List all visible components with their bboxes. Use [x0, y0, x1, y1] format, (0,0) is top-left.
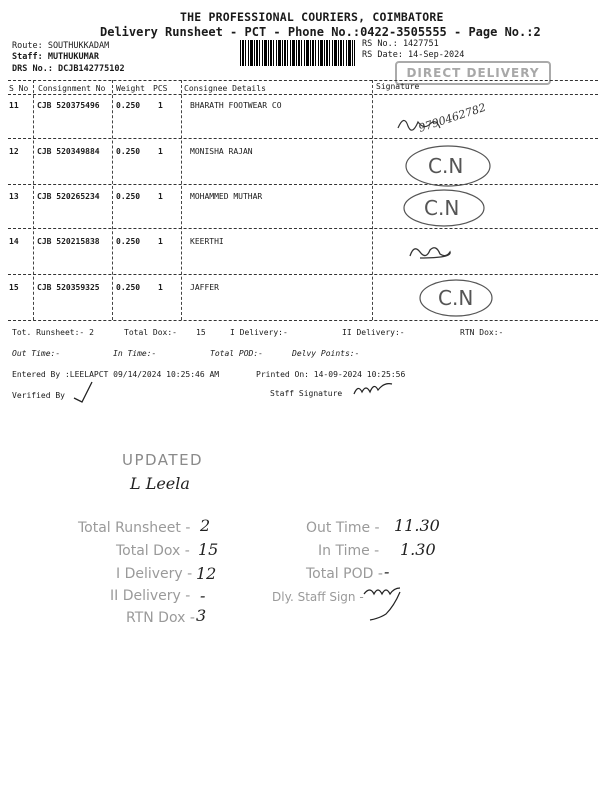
row-pcs: 1 [158, 283, 163, 292]
hw-staff-sign-label: Dly. Staff Sign - [272, 590, 364, 604]
rs-number: RS No.: 1427751 [362, 39, 439, 49]
hw-rtn-dox-label: RTN Dox - [126, 610, 195, 626]
barcode [240, 40, 355, 66]
staff-signature: Staff Signature [270, 389, 343, 398]
row-weight: 0.250 [116, 101, 141, 110]
hw-i-delivery-value: 12 [196, 564, 217, 583]
hw-total-runsheet-label: Total Runsheet - [78, 520, 191, 536]
col-consignment: Consignment No [38, 84, 106, 93]
row-consignment: CJB 520359325 [37, 283, 100, 292]
hw-total-dox-label: Total Dox - [116, 543, 190, 559]
row-consignment: CJB 520349884 [37, 147, 100, 156]
row-consignee: MONISHA RAJAN [190, 147, 253, 156]
rs-date: RS Date: 14-Sep-2024 [362, 50, 465, 60]
hw-total-dox-value: 15 [198, 540, 219, 559]
in-time: In Time:- [113, 349, 157, 358]
hw-i-delivery-label: I Delivery - [116, 566, 193, 582]
col-weight: Weight [116, 84, 145, 93]
hw-ii-delivery-value: - [200, 586, 206, 605]
row-pcs: 1 [158, 101, 163, 110]
row-sno: 14 [9, 237, 19, 246]
hw-total-pod-label: Total POD - [306, 566, 383, 582]
row-consignee: JAFFER [190, 283, 219, 292]
verified-by: Verified By [12, 391, 65, 400]
row-12-cn: C.N [428, 154, 464, 178]
runsheet-title: Delivery Runsheet - PCT - Phone No.:0422-3505555 - Page No.:2 [100, 25, 541, 39]
signature-area [380, 96, 590, 324]
row-weight: 0.250 [116, 237, 141, 246]
hw-total-pod-value: - [384, 562, 390, 581]
updated-stamp: UPDATED [122, 451, 204, 469]
row-weight: 0.250 [116, 192, 141, 201]
delvy-points: Delvy Points:- [292, 349, 360, 358]
row-consignment: CJB 520265234 [37, 192, 100, 201]
hw-out-time-label: Out Time - [306, 520, 380, 536]
row-consignment: CJB 520215838 [37, 237, 100, 246]
tot-runsheet: Tot. Runsheet:- 2 [12, 328, 94, 337]
hw-in-time-value: 1.30 [400, 540, 436, 559]
row-consignee: KEERTHI [190, 237, 224, 246]
col-consignee: Consignee Details [184, 84, 266, 93]
row-15-cn: C.N [438, 286, 474, 310]
company-name: THE PROFESSIONAL COURIERS, COIMBATORE [180, 10, 444, 24]
col-signature: Signature [376, 82, 420, 91]
drs-number: DRS No.: DCJB142775102 [12, 64, 125, 74]
row-sno: 15 [9, 283, 19, 292]
printed-on: Printed On: 14-09-2024 10:25:56 [256, 370, 406, 379]
entered-by: Entered By :LEELAPCT 09/14/2024 10:25:46 AM [12, 370, 220, 379]
hw-rtn-dox-value: 3 [196, 606, 207, 625]
row-sno: 13 [9, 192, 19, 201]
rtn-dox: RTN Dox:- [460, 328, 504, 337]
verified-signature [70, 380, 120, 406]
staff: Staff: MUTHUKUMAR [12, 52, 99, 62]
row-sno: 12 [9, 147, 19, 156]
row-13-cn: C.N [424, 196, 460, 220]
hw-ii-delivery-label: II Delivery - [110, 588, 191, 604]
total-dox-value: 15 [196, 328, 206, 337]
row-pcs: 1 [158, 237, 163, 246]
col-sno: S No [9, 84, 29, 93]
row-weight: 0.250 [116, 283, 141, 292]
direct-delivery-stamp: DIRECT DELIVERY [395, 61, 551, 85]
row-consignment: CJB 520375496 [37, 101, 100, 110]
row-pcs: 1 [158, 147, 163, 156]
route: Route: SOUTHUKKADAM [12, 41, 110, 51]
row-weight: 0.250 [116, 147, 141, 156]
ii-delivery: II Delivery:- [342, 328, 405, 337]
row-pcs: 1 [158, 192, 163, 201]
row-consignee: BHARATH FOOTWEAR CO [190, 101, 282, 110]
hw-total-runsheet-value: 2 [200, 516, 211, 535]
updated-signature: L Leela [130, 474, 190, 493]
total-pod: Total POD:- [210, 349, 263, 358]
total-dox-label: Total Dox:- [124, 328, 177, 337]
col-pcs: PCS [153, 84, 168, 93]
hw-out-time-value: 11.30 [394, 516, 440, 535]
hw-in-time-label: In Time - [318, 543, 380, 559]
staff-signature-mark [350, 376, 400, 402]
hw-staff-signature [360, 580, 420, 630]
row-sno: 11 [9, 101, 19, 110]
out-time: Out Time:- [12, 349, 61, 358]
row-consignee: MOHAMMED MUTHAR [190, 192, 263, 201]
i-delivery: I Delivery:- [230, 328, 288, 337]
row-11-phone: 9790462782 [416, 100, 488, 135]
